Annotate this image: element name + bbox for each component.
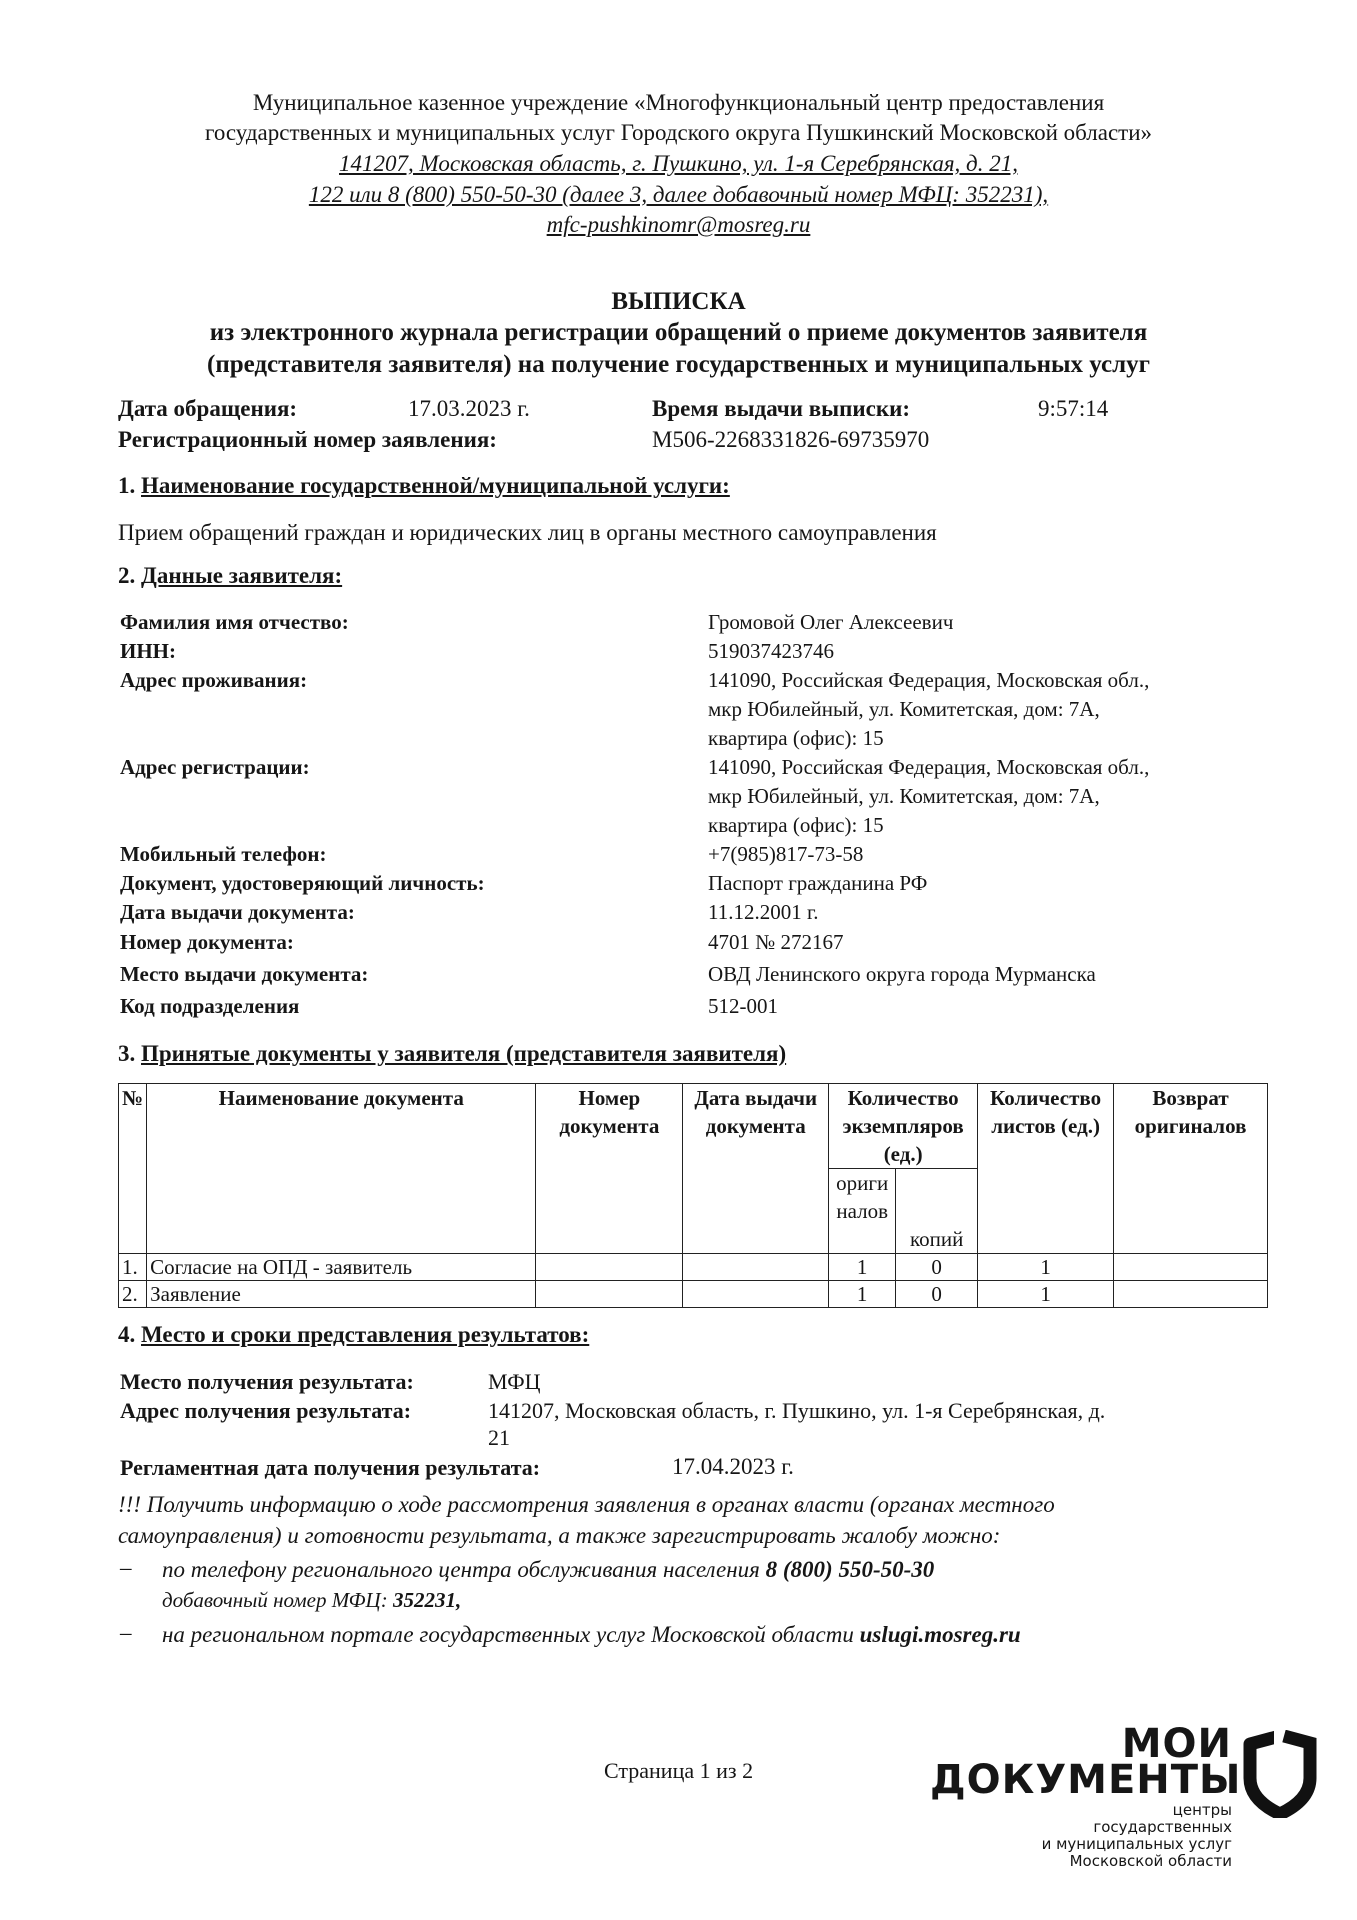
org-phone: 122 или 8 (800) 550-50-30 (далее 3, далее добавочный номер МФЦ: 352231), [308,182,1049,207]
col-originals-header: ориги налов [829,1169,896,1254]
note-line-1: !!! Получить информацию о ходе рассмотрения заявления в органах власти (органах местного [118,1492,1055,1517]
row-originals: 1 [829,1281,896,1308]
result-address-value-2: 21 [488,1425,510,1450]
residence-line-3: квартира (офис): 15 [708,726,884,750]
date-label: Дата обращения: [118,396,298,421]
doc-subtitle-1: из электронного журнала регистрации обращений о приеме документов заявителя [209,319,1148,346]
col-sheets-header: Количество листов (ед.) [978,1084,1114,1254]
section-1-heading [118,473,730,499]
col-date-header: Дата выдачи документа [683,1084,829,1254]
field-issue-date-label: Дата выдачи документа: [120,900,355,924]
bullet-1-ext-label: добавочный номер МФЦ: [162,1588,388,1612]
page-number: Страница 1 из 2 [604,1758,754,1783]
row-return [1114,1281,1268,1308]
table-row [119,1254,1268,1281]
field-fio-value: Громовой Олег Алексеевич [708,610,954,634]
col-name-header: Наименование документа [147,1084,536,1254]
date-value: 17.03.2023 г. [408,396,530,421]
org-name-line-1: Муниципальное казенное учреждение «Многофункциональный центр предоставления [252,90,1105,115]
field-id-doc-label: Документ, удостоверяющий личность: [120,871,485,895]
deadline-value: 17.04.2023 г. [672,1454,794,1479]
bullet-dash-1: – [120,1555,132,1580]
field-fio-label: Фамилия имя отчество: [120,610,349,634]
section-1-num: 1. [118,473,136,498]
section-2-num: 2. [118,563,136,588]
section-2-title: Данные заявителя: [141,563,343,588]
org-email[interactable]: mfc-pushkinomr@mosreg.ru [546,212,811,237]
reg-number-label: Регистрационный номер заявления: [118,427,497,452]
org-name-line-2: государственных и муниципальных услуг Городского округа Пушкинский Московской области» [204,120,1153,145]
field-residence-value [708,666,1149,753]
logo-title-2: ДОКУМЕНТЫ [930,1757,1242,1803]
row-doc-name: Согласие на ОПД - заявитель [147,1254,536,1281]
field-inn-label: ИНН: [120,639,176,663]
field-inn-value: 519037423746 [708,639,834,663]
field-phone-value: +7(985)817-73-58 [708,842,864,866]
section-3-heading [118,1041,786,1067]
field-division-code-value: 512-001 [708,994,778,1018]
time-value: 9:57:14 [1038,396,1109,421]
section-4-num: 4. [118,1322,136,1347]
logo-emblem-svg [1240,1730,1320,1818]
logo-sub-4: Московской области [1069,1852,1232,1870]
result-address-label: Адрес получения результата: [120,1398,412,1423]
logo-emblem-icon [1240,1730,1320,1818]
note-line-2: самоуправления) и готовности результата, а также зарегистрировать жалобу можно: [118,1523,1001,1548]
row-copies: 0 [896,1254,978,1281]
bullet-1-ext: 352231, [392,1588,462,1612]
logo-title-1: МОИ [1121,1721,1232,1767]
field-division-code-label: Код подразделения [120,994,300,1018]
row-copies: 0 [896,1281,978,1308]
result-address-value-1: 141207, Московская область, г. Пушкино, ул. 1-я Серебрянская, д. [488,1398,1106,1423]
field-id-doc-value: Паспорт гражданина РФ [708,871,928,895]
field-registration-value [708,753,1149,840]
reg-number-value: М506-2268331826-69735970 [652,427,930,452]
row-doc-date [683,1254,829,1281]
doc-subtitle-2: (представителя заявителя) на получение государственных и муниципальных услуг [207,351,1150,378]
org-address: 141207, Московская область, г. Пушкино, ул. 1-я Серебрянская, д. 21, [339,151,1018,176]
bullet-1-line-2 [162,1585,461,1615]
service-name: Прием обращений граждан и юридических лиц в органы местного самоуправления [118,520,937,545]
registration-line-1: 141090, Российская Федерация, Московская обл., [708,755,1150,779]
field-doc-number-value: 4701 № 272167 [708,930,844,954]
mfc-logo [930,1721,1242,1870]
table-header-row [119,1084,1268,1169]
row-doc-name: Заявление [147,1281,536,1308]
registration-line-3: квартира (офис): 15 [708,813,884,837]
bullet-1-text: по телефону регионального центра обслуживания населения [162,1557,760,1582]
col-num-header: № [119,1084,147,1254]
field-issue-place-value: ОВД Ленинского округа города Мурманска [708,962,1096,986]
section-3-num: 3. [118,1041,136,1066]
row-doc-date [683,1281,829,1308]
field-phone-label: Мобильный телефон: [120,842,327,866]
bullet-2-text: на региональном портале государственных услуг Московской области [162,1622,854,1647]
row-doc-number [536,1254,683,1281]
section-3-title: Принятые документы у заявителя (представителя заявителя) [141,1041,787,1066]
documents-table [118,1083,1268,1308]
bullet-1 [162,1555,934,1585]
residence-line-2: мкр Юбилейный, ул. Комитетская, дом: 7А, [708,697,1100,721]
logo-sub-3: и муниципальных услуг [1041,1835,1232,1853]
registration-line-2: мкр Юбилейный, ул. Комитетская, дом: 7А, [708,784,1100,808]
section-1-title: Наименование государственной/муниципальной услуги: [141,473,730,498]
row-sheets: 1 [978,1281,1114,1308]
field-residence-label: Адрес проживания: [120,668,308,692]
row-sheets: 1 [978,1254,1114,1281]
section-4-title: Место и сроки представления результатов: [141,1322,590,1347]
bullet-2-site[interactable]: uslugi.mosreg.ru [859,1622,1021,1647]
row-num: 1. [119,1254,147,1281]
logo-sub-1: центры [1172,1801,1232,1819]
col-copies-sub-header: копий [896,1169,978,1254]
table-row [119,1281,1268,1308]
doc-title: ВЫПИСКА [611,288,746,315]
col-number-header: Номер документа [536,1084,683,1254]
deadline-label: Регламентная дата получения результата: [120,1455,541,1480]
section-4-heading [118,1322,589,1348]
col-return-header: Возврат оригиналов [1114,1084,1268,1254]
field-issue-date-value: 11.12.2001 г. [708,900,819,924]
bullet-2 [162,1620,1021,1650]
bullet-dash-2: – [120,1620,132,1645]
field-issue-place-label: Место выдачи документа: [120,962,369,986]
row-num: 2. [119,1281,147,1308]
time-label: Время выдачи выписки: [652,396,911,421]
residence-line-1: 141090, Российская Федерация, Московская обл., [708,668,1150,692]
row-return [1114,1254,1268,1281]
result-place-label: Место получения результата: [120,1369,414,1394]
row-doc-number [536,1281,683,1308]
col-copies-header: Количество экземпляров (ед.) [829,1084,978,1169]
field-doc-number-label: Номер документа: [120,930,294,954]
section-2-heading [118,563,342,589]
bullet-1-phone: 8 (800) 550-50-30 [765,1557,935,1582]
logo-sub-2: государственных [1093,1818,1232,1836]
field-registration-label: Адрес регистрации: [120,755,310,779]
row-originals: 1 [829,1254,896,1281]
result-place-value: МФЦ [488,1369,541,1394]
